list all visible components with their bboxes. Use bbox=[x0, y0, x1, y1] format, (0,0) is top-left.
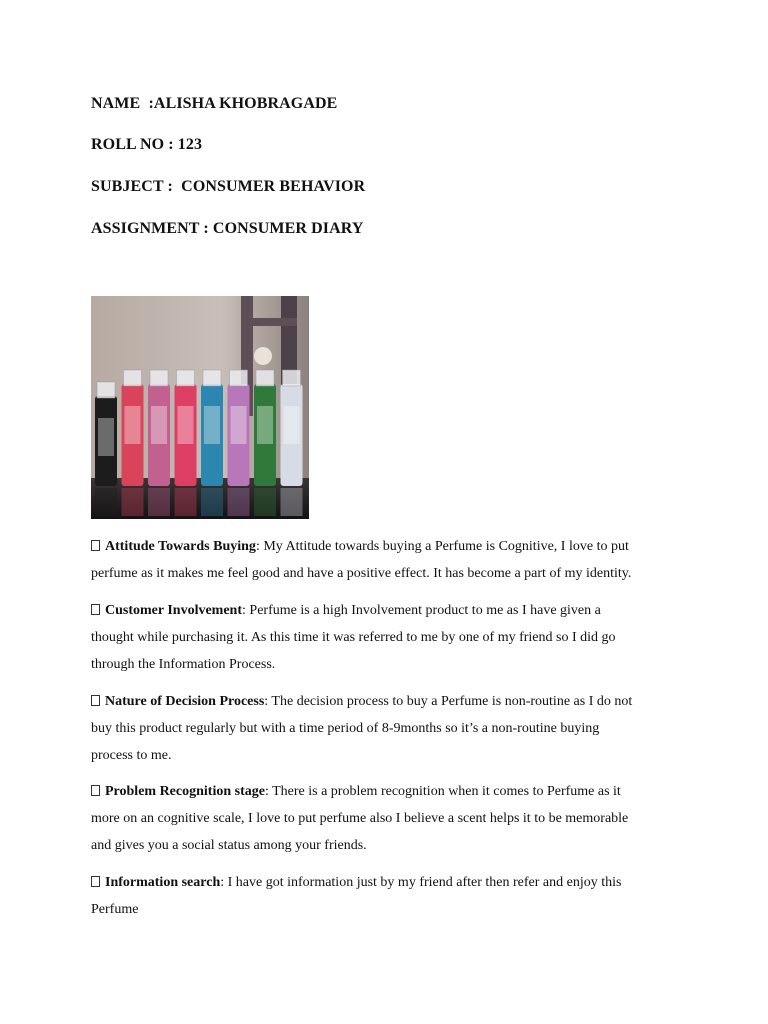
bullet-box-icon bbox=[91, 876, 100, 887]
perfume-bottle bbox=[254, 370, 276, 516]
bullet-box-icon bbox=[91, 604, 100, 615]
roll-number: ROLL NO : 123 bbox=[91, 136, 203, 153]
section-title: Customer Involvement bbox=[105, 603, 243, 618]
section-attitude bbox=[91, 533, 691, 587]
section-text: : Perfume is a high Involvement product to me as I have given a bbox=[242, 603, 601, 618]
section-text: Perfume bbox=[91, 902, 139, 917]
section-text: through the Information Process. bbox=[91, 657, 276, 672]
perfume-bottle bbox=[122, 370, 144, 516]
section-text: : My Attitude towards buying a Perfume is Cognitive, I love to put bbox=[255, 539, 629, 554]
perfume-bottle bbox=[228, 370, 250, 516]
assignment-title: ASSIGNMENT : CONSUMER DIARY bbox=[91, 220, 364, 237]
section-text: and gives you a social status among your friends. bbox=[91, 838, 367, 853]
section-information-search bbox=[91, 869, 691, 923]
perfume-bottle bbox=[201, 370, 223, 516]
perfume-bottle bbox=[281, 370, 303, 516]
section-text: thought while purchasing it. As this time it was referred to me by one of my friend so I did go bbox=[91, 630, 616, 645]
perfume-bottles-photo bbox=[91, 296, 309, 519]
section-text: : There is a problem recognition when it comes to Perfume as it bbox=[264, 784, 621, 799]
section-title: Problem Recognition stage bbox=[105, 784, 265, 799]
section-decision-process bbox=[91, 688, 691, 769]
subject: SUBJECT : CONSUMER BEHAVIOR bbox=[91, 178, 366, 195]
section-text: : I have got information just by my friend after then refer and enjoy this bbox=[220, 875, 622, 890]
bullet-box-icon bbox=[91, 785, 100, 796]
perfume-bottle bbox=[95, 382, 117, 516]
bullet-box-icon bbox=[91, 695, 100, 706]
section-title: Information search bbox=[105, 875, 221, 890]
perfume-bottles-image bbox=[91, 296, 309, 519]
section-problem-recognition bbox=[91, 778, 691, 859]
section-text: perfume as it makes me feel good and have a positive effect. It has become a part of my identity. bbox=[91, 566, 632, 581]
section-text: buy this product regularly but with a time period of 8-9months so it’s a non-routine buying bbox=[91, 721, 600, 736]
perfume-bottle bbox=[175, 370, 197, 516]
section-text: more on an cognitive scale, I love to put perfume also I believe a scent helps it to be memorable bbox=[91, 811, 629, 826]
section-title: Nature of Decision Process bbox=[105, 694, 265, 709]
section-involvement bbox=[91, 597, 691, 678]
section-text: process to me. bbox=[91, 748, 172, 763]
perfume-bottle bbox=[148, 370, 170, 516]
student-name: NAME :ALISHA KHOBRAGADE bbox=[91, 95, 338, 112]
section-title: Attitude Towards Buying bbox=[105, 539, 256, 554]
bullet-box-icon bbox=[91, 540, 100, 551]
section-text: : The decision process to buy a Perfume is non-routine as I do not bbox=[264, 694, 633, 709]
